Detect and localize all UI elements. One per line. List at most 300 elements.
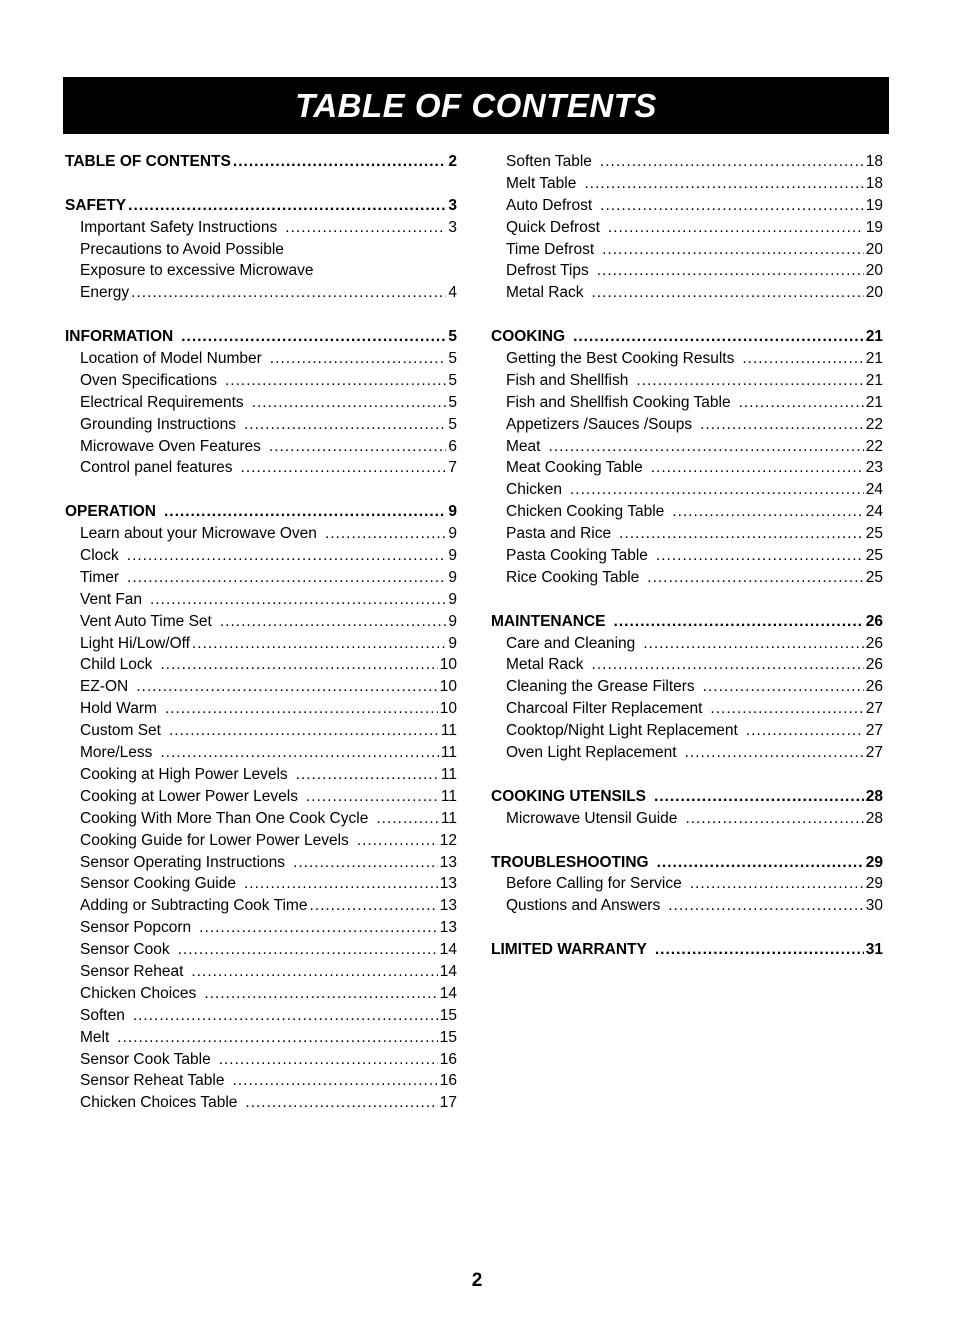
toc-section-entry[interactable]: [65, 151, 457, 173]
toc-spacer: [65, 479, 457, 501]
toc-entry-page: 26: [865, 678, 883, 696]
toc-dot-leader: [127, 545, 447, 567]
toc-entry[interactable]: [65, 633, 457, 655]
toc-entry[interactable]: [65, 698, 457, 720]
toc-dot-leader: [178, 939, 438, 961]
toc-entry-page: 5: [448, 393, 457, 411]
toc-entry-label: Before Calling for Service: [506, 875, 682, 893]
toc-entry-page: 3: [448, 218, 457, 236]
toc-entry-label: Chicken Cooking Table: [506, 503, 665, 521]
toc-dot-leader: [127, 567, 446, 589]
toc-entry[interactable]: [65, 370, 457, 392]
toc-entry-label: Pasta and Rice: [506, 525, 612, 543]
toc-entry-label: Adding or Subtracting Cook Time: [80, 897, 308, 915]
toc-entry-page: 13: [439, 875, 457, 893]
toc-entry[interactable]: [491, 742, 883, 764]
toc-dot-leader: [668, 895, 864, 917]
toc-entry[interactable]: [491, 195, 883, 217]
toc-dot-leader: [133, 1005, 438, 1027]
toc-dot-leader: [131, 282, 446, 304]
toc-entry-label: Sensor Cook: [80, 941, 170, 959]
toc-dot-leader: [657, 852, 864, 874]
toc-entry-label: Melt Table: [506, 174, 577, 192]
toc-dot-leader: [306, 786, 439, 808]
toc-entry-label: Fish and Shellfish Cooking Table: [506, 393, 731, 411]
toc-entry[interactable]: [491, 654, 883, 676]
toc-dot-leader: [636, 370, 863, 392]
toc-dot-leader: [160, 742, 439, 764]
toc-spacer: [491, 917, 883, 939]
toc-dot-leader: [136, 676, 438, 698]
toc-dot-leader: [233, 151, 446, 173]
toc-entry[interactable]: [65, 917, 457, 939]
toc-entry-label: Quick Defrost: [506, 218, 600, 236]
toc-entry-page: 26: [865, 612, 883, 630]
toc-section-entry[interactable]: [65, 195, 457, 217]
toc-entry-label: Cooktop/Night Light Replacement: [506, 722, 738, 740]
toc-entry-label: Precautions to Avoid Possible: [80, 240, 284, 258]
toc-entry-label: More/Less: [80, 744, 153, 762]
toc-entry[interactable]: [65, 567, 457, 589]
toc-entry[interactable]: [65, 589, 457, 611]
toc-entry-label: Getting the Best Cooking Results: [506, 350, 735, 368]
toc-entry-label: Sensor Operating Instructions: [80, 853, 286, 871]
toc-entry-label: Electrical Requirements: [80, 393, 244, 411]
toc-entry[interactable]: [65, 676, 457, 698]
toc-entry-page: 14: [439, 941, 457, 959]
toc-entry[interactable]: [491, 392, 883, 414]
toc-dot-leader: [651, 457, 864, 479]
toc-entry[interactable]: [491, 676, 883, 698]
toc-dot-leader: [296, 764, 439, 786]
toc-entry[interactable]: [491, 523, 883, 545]
toc-dot-leader: [164, 501, 446, 523]
toc-entry-page: 19: [865, 196, 883, 214]
toc-dot-leader: [252, 392, 447, 414]
toc-entry-label: OPERATION: [65, 503, 156, 521]
toc-dot-leader: [244, 414, 446, 436]
toc-entry-page: 21: [865, 350, 883, 368]
toc-entry-page: 4: [448, 284, 457, 302]
toc-entry-label: Meat: [506, 437, 541, 455]
toc-entry-page: 21: [865, 393, 883, 411]
toc-entry[interactable]: [65, 808, 457, 830]
page-number: 2: [471, 1270, 483, 1291]
toc-entry-page: 21: [865, 328, 883, 346]
toc-entry-page: 5: [448, 350, 457, 368]
toc-entry-page: 15: [439, 1028, 457, 1046]
toc-entry-label: Vent Fan: [80, 590, 143, 608]
toc-entry[interactable]: [65, 1005, 457, 1027]
toc-left-column: [65, 151, 457, 1114]
toc-entry-label: Rice Cooking Table: [506, 568, 640, 586]
toc-entry-page: 2: [448, 153, 457, 170]
toc-entry-page: 13: [439, 897, 457, 915]
toc-entry[interactable]: [65, 654, 457, 676]
toc-dot-leader: [117, 1027, 437, 1049]
toc-dot-leader: [592, 654, 864, 676]
toc-entry[interactable]: [491, 348, 883, 370]
toc-entry-page: 15: [439, 1006, 457, 1024]
toc-entry-page: 28: [865, 787, 883, 805]
toc-dot-leader: [656, 545, 864, 567]
toc-entry-page: 10: [439, 700, 457, 718]
toc-dot-leader: [293, 852, 438, 874]
toc-dot-leader: [746, 720, 864, 742]
toc-entry[interactable]: [65, 830, 457, 852]
toc-entry-label: INFORMATION: [65, 328, 174, 346]
toc-entry[interactable]: [65, 414, 457, 436]
toc-entry[interactable]: [491, 633, 883, 655]
toc-dot-leader: [700, 414, 864, 436]
toc-dot-leader: [245, 1092, 437, 1114]
toc-entry-page: 28: [865, 809, 883, 827]
toc-entry-page: 11: [440, 722, 457, 740]
toc-entry-label: TROUBLESHOOTING: [491, 853, 649, 871]
toc-entry-page: 16: [439, 1072, 457, 1090]
toc-entry[interactable]: [65, 523, 457, 545]
toc-entry-label: MAINTENANCE: [491, 612, 606, 630]
toc-entry-label: Metal Rack: [506, 284, 584, 302]
toc-entry-page: 9: [448, 634, 457, 652]
toc-entry-label: Clock: [80, 547, 119, 565]
toc-entry-label: Sensor Cooking Guide: [80, 875, 236, 893]
toc-entry-label: Chicken Choices: [80, 984, 197, 1002]
toc-entry[interactable]: [65, 611, 457, 633]
toc-entry-page: 22: [865, 415, 883, 433]
toc-entry-page: 21: [865, 371, 883, 389]
toc-entry-page: 23: [865, 459, 883, 477]
toc-dot-leader: [269, 436, 446, 458]
toc-entry-page: 3: [448, 196, 457, 214]
toc-entry-page: 29: [865, 875, 883, 893]
toc-entry-label: COOKING: [491, 328, 566, 346]
toc-spacer: [491, 589, 883, 611]
toc-dot-leader: [643, 633, 863, 655]
toc-dot-leader: [592, 282, 864, 304]
toc-dot-leader: [584, 173, 863, 195]
toc-entry-page: 25: [865, 525, 883, 543]
toc-entry[interactable]: [65, 282, 457, 304]
toc-right-column: [491, 151, 883, 961]
toc-entry-page: 9: [448, 612, 457, 630]
toc-section-entry[interactable]: [65, 326, 457, 348]
toc-entry-page: 27: [865, 744, 883, 762]
toc-entry-label: COOKING UTENSILS: [491, 787, 647, 805]
toc-entry[interactable]: [491, 808, 883, 830]
toc-entry[interactable]: [491, 217, 883, 239]
toc-entry-page: 10: [439, 656, 457, 674]
toc-entry-page: 19: [865, 218, 883, 236]
toc-entry-label: Control panel features: [80, 459, 233, 477]
toc-entry-label: Learn about your Microwave Oven: [80, 525, 317, 543]
toc-entry-page: 20: [865, 284, 883, 302]
toc-entry[interactable]: [65, 852, 457, 874]
toc-dot-leader: [602, 239, 864, 261]
toc-dot-leader: [199, 917, 438, 939]
toc-entry[interactable]: [65, 1049, 457, 1071]
toc-dot-leader: [270, 348, 447, 370]
title-banner: [63, 77, 889, 134]
toc-entry-label: Cooking With More Than One Cook Cycle: [80, 809, 369, 827]
toc-entry-page: 20: [865, 240, 883, 258]
toc-entry[interactable]: [491, 239, 883, 261]
toc-dot-leader: [655, 939, 864, 961]
toc-entry-label: Vent Auto Time Set: [80, 612, 212, 630]
toc-entry-label: Chicken Choices Table: [80, 1094, 238, 1112]
toc-dot-leader: [608, 217, 864, 239]
toc-entry-label: LIMITED WARRANTY: [491, 941, 647, 959]
toc-entry[interactable]: [491, 282, 883, 304]
toc-entry-label: Charcoal Filter Replacement: [506, 700, 703, 718]
toc-entry[interactable]: [65, 392, 457, 414]
toc-entry-page: 12: [439, 831, 457, 849]
toc-dot-leader: [191, 961, 437, 983]
toc-entry-page: 31: [865, 941, 883, 959]
toc-entry-label: Cooking at High Power Levels: [80, 765, 288, 783]
toc-dot-leader: [220, 611, 447, 633]
toc-entry[interactable]: [65, 217, 457, 239]
toc-dot-leader: [739, 392, 864, 414]
toc-dot-leader: [570, 479, 864, 501]
toc-entry[interactable]: [65, 1027, 457, 1049]
toc-entry-label: Cleaning the Grease Filters: [506, 678, 695, 696]
page-title: TABLE OF CONTENTS: [295, 86, 657, 124]
toc-entry-page: 5: [448, 328, 457, 346]
toc-dot-leader: [165, 698, 438, 720]
toc-dot-leader: [128, 195, 446, 217]
toc-entry-label: Soften Table: [506, 153, 592, 170]
toc-entry-page: 11: [440, 765, 457, 783]
toc-entry-label: Melt: [80, 1028, 110, 1046]
toc-entry-label: Qustions and Answers: [506, 897, 661, 915]
toc-entry-label: Care and Cleaning: [506, 634, 636, 652]
toc-entry-page: 22: [865, 437, 883, 455]
toc-dot-leader: [225, 370, 446, 392]
toc-entry[interactable]: [491, 436, 883, 458]
toc-entry-page: 26: [865, 634, 883, 652]
toc-spacer: [491, 764, 883, 786]
toc-entry-page: 10: [439, 678, 457, 696]
toc-entry-label: Location of Model Number: [80, 350, 262, 368]
toc-entry-label: TABLE OF CONTENTS: [65, 153, 231, 170]
toc-entry-label: Microwave Oven Features: [80, 437, 261, 455]
toc-entry-label: Custom Set: [80, 722, 161, 740]
toc-entry[interactable]: [65, 895, 457, 917]
toc-dot-leader: [654, 786, 864, 808]
toc-section-entry[interactable]: [491, 786, 883, 808]
toc-entry-page: 25: [865, 568, 883, 586]
toc-entry-label: Sensor Cook Table: [80, 1050, 211, 1068]
toc-entry-label: Cooking at Lower Power Levels: [80, 787, 298, 805]
toc-entry[interactable]: [65, 545, 457, 567]
toc-entry-page: 5: [448, 415, 457, 433]
toc-entry[interactable]: [491, 457, 883, 479]
toc-entry[interactable]: [65, 1070, 457, 1092]
toc-entry-label: Microwave Utensil Guide: [506, 809, 678, 827]
toc-entry-label: Important Safety Instructions: [80, 218, 278, 236]
toc-entry-label: Fish and Shellfish: [506, 371, 629, 389]
toc-entry-page: 20: [865, 262, 883, 280]
toc-dot-leader: [181, 326, 446, 348]
toc-entry-page: 27: [865, 700, 883, 718]
toc-entry[interactable]: [65, 720, 457, 742]
toc-entry-label: Oven Light Replacement: [506, 744, 677, 762]
toc-spacer: [491, 830, 883, 852]
toc-entry[interactable]: [65, 873, 457, 895]
toc-entry[interactable]: [65, 764, 457, 786]
toc-entry-page: 7: [448, 459, 457, 477]
toc-dot-leader: [244, 873, 438, 895]
toc-entry-page: 25: [865, 547, 883, 565]
toc-entry-page: 11: [440, 809, 457, 827]
toc-entry-page: 9: [448, 547, 457, 565]
toc-entry-label: SAFETY: [65, 196, 127, 214]
toc-entry[interactable]: [491, 545, 883, 567]
toc-entry-label: Auto Defrost: [506, 196, 593, 214]
toc-entry[interactable]: [65, 786, 457, 808]
toc-entry[interactable]: [491, 873, 883, 895]
toc-dot-leader: [710, 698, 863, 720]
toc-entry-label: Sensor Reheat: [80, 962, 184, 980]
toc-entry-label: Light Hi/Low/Off: [80, 634, 190, 652]
toc-entry-page: 9: [448, 590, 457, 608]
toc-entry[interactable]: [491, 260, 883, 282]
toc-entry-page: 9: [448, 525, 457, 543]
toc-entry-label: EZ-ON: [80, 678, 129, 696]
toc-dot-leader: [309, 895, 437, 917]
toc-entry-label: Meat Cooking Table: [506, 459, 643, 477]
toc-entry-page: 9: [448, 503, 457, 521]
toc-dot-leader: [619, 523, 864, 545]
toc-entry-page: 14: [439, 962, 457, 980]
toc-entry-page: 18: [865, 174, 883, 192]
toc-entry-label: Sensor Popcorn: [80, 919, 192, 937]
toc-entry[interactable]: [491, 895, 883, 917]
toc-dot-leader: [672, 501, 863, 523]
toc-section-entry[interactable]: [491, 611, 883, 633]
toc-entry[interactable]: [491, 567, 883, 589]
toc-dot-leader: [703, 676, 864, 698]
toc-entry[interactable]: [491, 173, 883, 195]
toc-entry-label: Cooking Guide for Lower Power Levels: [80, 831, 349, 849]
toc-entry[interactable]: [65, 457, 457, 479]
toc-entry-page: 11: [440, 744, 457, 762]
toc-dot-leader: [232, 1070, 437, 1092]
toc-entry-page: 14: [439, 984, 457, 1002]
toc-entry-page: 18: [865, 153, 883, 170]
toc-section-entry[interactable]: [65, 501, 457, 523]
toc-entry-page: 9: [448, 568, 457, 586]
toc-entry-label: Hold Warm: [80, 700, 157, 718]
toc-dot-leader: [600, 195, 864, 217]
toc-entry[interactable]: [491, 151, 883, 173]
toc-dot-leader: [219, 1049, 438, 1071]
toc-section-entry[interactable]: [491, 326, 883, 348]
toc-entry-page: 13: [439, 853, 457, 871]
toc-dot-leader: [150, 589, 446, 611]
toc-entry-page: 29: [865, 853, 883, 871]
toc-entry[interactable]: [65, 436, 457, 458]
toc-entry-label: Sensor Reheat Table: [80, 1072, 225, 1090]
toc-entry-page: 30: [865, 897, 883, 915]
toc-dot-leader: [285, 217, 446, 239]
toc-entry-label: Chicken: [506, 481, 562, 499]
toc-entry-page: 24: [865, 481, 883, 499]
toc-dot-leader: [376, 808, 439, 830]
toc-entry[interactable]: [65, 239, 457, 261]
toc-entry[interactable]: [491, 501, 883, 523]
toc-dot-leader: [597, 260, 864, 282]
toc-dot-leader: [169, 720, 439, 742]
toc-entry-label: Time Defrost: [506, 240, 595, 258]
toc-entry[interactable]: [491, 698, 883, 720]
toc-entry[interactable]: [491, 414, 883, 436]
toc-entry-page: 27: [865, 722, 883, 740]
toc-entry-page: 6: [448, 437, 457, 455]
toc-entry[interactable]: [65, 260, 457, 282]
toc-dot-leader: [614, 611, 864, 633]
toc-spacer: [65, 173, 457, 195]
toc-entry-label: Exposure to excessive Microwave: [80, 262, 314, 280]
toc-dot-leader: [548, 436, 863, 458]
toc-dot-leader: [573, 326, 864, 348]
toc-entry-page: 26: [865, 656, 883, 674]
toc-section-entry[interactable]: [491, 939, 883, 961]
toc-entry-label: Appetizers /Sauces /Soups: [506, 415, 693, 433]
toc-entry-label: Timer: [80, 568, 120, 586]
toc-dot-leader: [204, 983, 437, 1005]
toc-dot-leader: [160, 654, 437, 676]
toc-entry-page: 11: [440, 787, 457, 805]
toc-dot-leader: [647, 567, 863, 589]
toc-entry[interactable]: [491, 370, 883, 392]
toc-entry[interactable]: [65, 742, 457, 764]
toc-dot-leader: [357, 830, 438, 852]
toc-entry[interactable]: [65, 939, 457, 961]
toc-dot-leader: [192, 633, 446, 655]
toc-dot-leader: [325, 523, 446, 545]
toc-entry[interactable]: [491, 720, 883, 742]
toc-dot-leader: [742, 348, 863, 370]
toc-entry-label: Soften: [80, 1006, 125, 1024]
toc-entry-label: Oven Specifications: [80, 371, 217, 389]
toc-entry[interactable]: [65, 348, 457, 370]
toc-entry[interactable]: [65, 983, 457, 1005]
toc-entry-page: 17: [439, 1094, 457, 1112]
toc-entry-page: 24: [865, 503, 883, 521]
toc-entry-page: 13: [439, 919, 457, 937]
toc-dot-leader: [685, 808, 863, 830]
toc-dot-leader: [600, 151, 864, 173]
toc-entry[interactable]: [491, 479, 883, 501]
toc-spacer: [65, 304, 457, 326]
toc-entry-label: Metal Rack: [506, 656, 584, 674]
toc-dot-leader: [241, 457, 447, 479]
toc-entry-page: 16: [439, 1050, 457, 1068]
toc-section-entry[interactable]: [491, 852, 883, 874]
toc-entry[interactable]: [65, 961, 457, 983]
toc-entry-label: Pasta Cooking Table: [506, 547, 648, 565]
toc-entry-label: Energy: [80, 284, 130, 302]
toc-dot-leader: [685, 742, 864, 764]
toc-dot-leader: [690, 873, 864, 895]
toc-entry-label: Defrost Tips: [506, 262, 589, 280]
toc-entry-label: Child Lock: [80, 656, 153, 674]
toc-entry-label: Grounding Instructions: [80, 415, 236, 433]
toc-spacer: [491, 304, 883, 326]
toc-entry[interactable]: [65, 1092, 457, 1114]
